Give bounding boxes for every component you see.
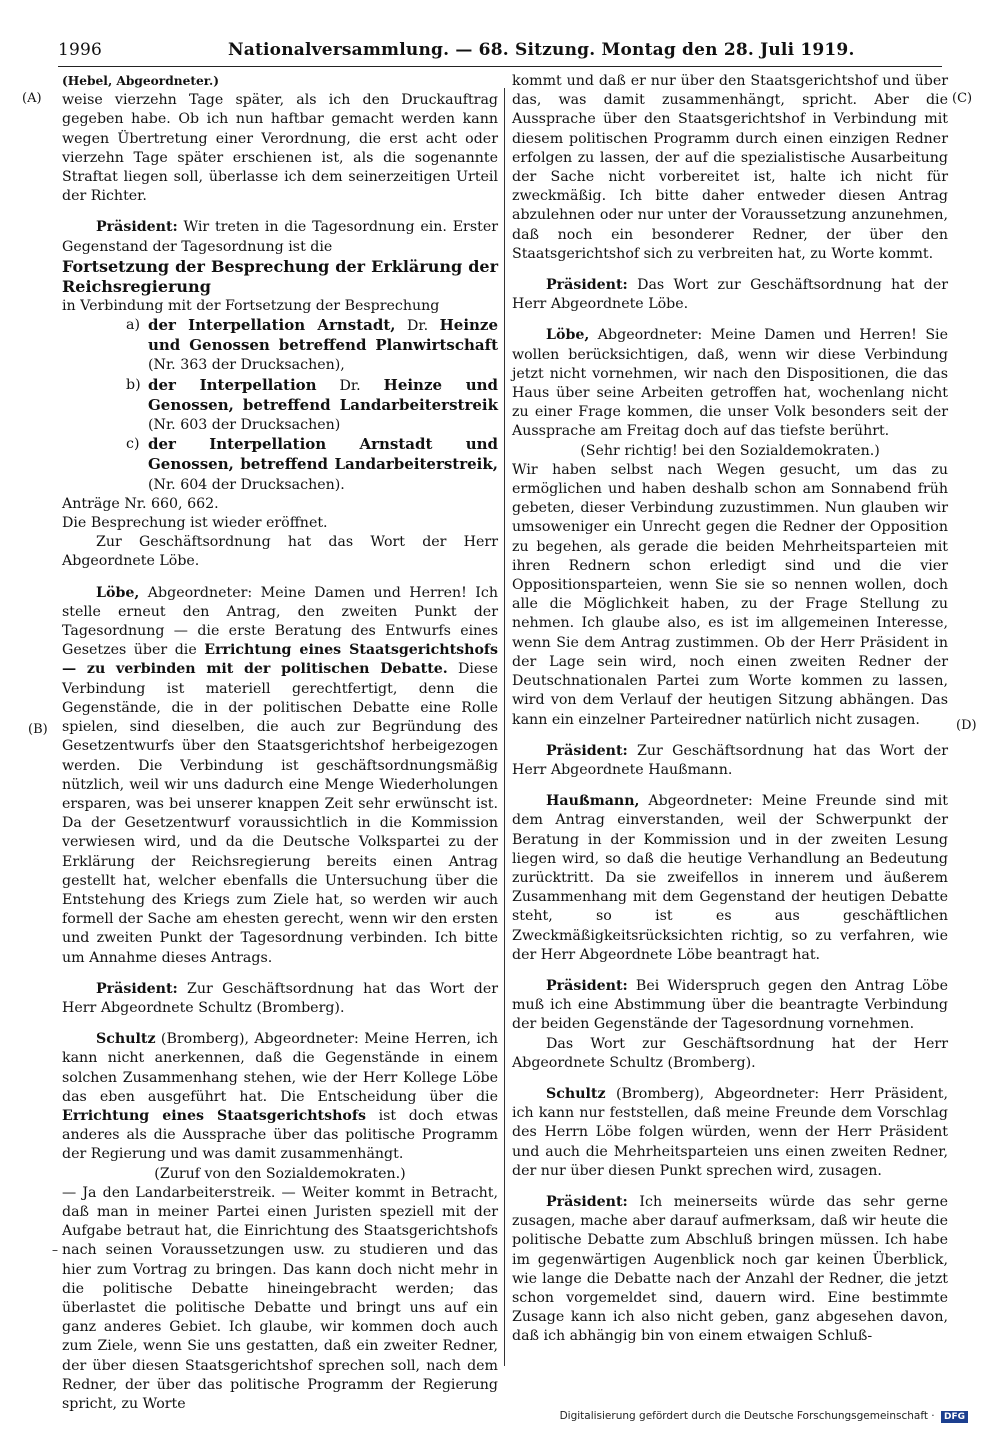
paragraph: weise vierzehn Tage später, als ich den Druckauftrag gegeben habe. Ob ich nun haftbar gemacht werden kann wegen Übertretung einer Verordnung, die erst acht oder vierzehn Tage später erschienen ist, als die sogenannte Straftat liegen soll, überlasse ich dem seinerzeitigen Urteil der Richter. [62, 92, 498, 205]
agenda-item-b: b) der Interpellation Dr. Heinze und Genossen, betreffend Landarbeiterstreik (Nr. 603 der Drucksachen) [126, 375, 498, 434]
margin-marker-c: (C) [952, 91, 973, 106]
margin-marker-d: (D) [956, 718, 977, 733]
right-column [512, 72, 948, 1368]
speaker-name: Präsident: [546, 742, 628, 759]
footer-text: Digitalisierung gefördert durch die Deutsche Forschungsgemeinschaft [559, 1410, 928, 1422]
interjection: (Zuruf von den Sozialdemokraten.) [154, 1165, 406, 1182]
paragraph: Zur Geschäftsordnung hat das Wort der Herr Abgeordnete Löbe. [62, 534, 498, 570]
paragraph: Das Wort zur Geschäftsordnung hat der Herr Abgeordnete Schultz (Bromberg). [512, 1035, 948, 1071]
paragraph: Schultz (Bromberg), Abgeordneter: Herr Präsident, ich kann nur feststellen, daß meine Freunde dem Vorschlag des Herrn Löbe folgen würden, wenn der Herr Präsident und auch die Mehrheitsparteien uns einen zweiten Redner, der nur über diesen Punkt sprechen wird, zusagen. [512, 1085, 948, 1179]
speaker-name: Präsident: [546, 977, 628, 994]
paragraph: Die Besprechung ist wieder eröffnet. [62, 515, 328, 532]
paragraph: Präsident: Zur Geschäftsordnung hat das Wort der Herr Abgeordnete Schultz (Bromberg). [62, 980, 498, 1016]
paragraph: — Ja den Landarbeiterstreik. — Weiter kommt in Betracht, daß man in meiner Partei einen Juristen speziell mit der Aufgabe betraut hat, die Einrichtung des Staatsgerichtshofs nach seinen Voraussetzungen usw. zu studieren und das hier zum Vortrag zu bringen. Das kann doch nicht mehr in die politische Debatte hineingebracht werden; das überlastet die politische Debatte und bringt uns auf ein ganz anderes Gebiet. Ich glaube, wir kommen doch auch zum Ziele, wenn Sie uns gestatten, daß ein zweiter Redner, der über diesen Staatsgerichtshof sprechen soll, nach dem Redner, der über das politische Programm der Regierung spricht, zu Worte [62, 1184, 498, 1412]
margin-marker-b: (B) [28, 722, 48, 737]
agenda-subtitle: in Verbindung mit der Fortsetzung der Besprechung [62, 297, 440, 314]
column-divider [504, 88, 505, 1366]
paragraph: Präsident: Bei Widerspruch gegen den Antrag Löbe muß ich eine Abstimmung über die beantragte Verbindung der beiden Gegenstände der Tagesordnung vornehmen. [512, 977, 948, 1033]
paragraph: Löbe, Abgeordneter: Meine Damen und Herren! Ich stelle erneut den Antrag, den zweiten Punkt der Tagesordnung — die erste Beratung des Entwurfs eines Gesetzes über die Errichtung eines Staatsgerichtshofs — zu verbinden mit der politischen Debatte. Diese Verbindung ist materiell gerechtfertigt, denn die Gegenstände, die in der politischen Debatte eine Rolle spielen, sind dieselben, die auch zur Begründung des Gesetzentwurfs über den Staatsgerichtshof herbeigezogen werden. Die Verbindung ist geschäftsordnungsmäßig nützlich, weil wir uns dadurch eine Menge Wiederholungen ersparen, was bei unserer knappen Zeit sehr erwünscht ist. Da der Gesetzentwurf voraussichtlich in die Kommission verwiesen wird, und da die Deutsche Volkspartei zu der Erklärung der Reichsregierung bereits einen Antrag gestellt hat, welcher ebenfalls die Untersuchung über die Entstehung des Kriegs zum Ziele hat, so werden wir auch formell der Sache am ehesten gerecht, wenn wir den ersten und zweiten Punkt der Tagesordnung verbinden. Ich bitte um Annahme dieses Antrags. [62, 584, 499, 966]
speaker-name: Präsident: [96, 219, 178, 236]
interjection: (Sehr richtig! bei den Sozialdemokraten.) [580, 442, 880, 459]
paragraph: Schultz (Bromberg), Abgeordneter: Meine Herren, ich kann nicht anerkennen, daß die Gegenstände in einem solchen Zusammenhang stehen, wie der Herr Kollege Löbe das eben ausgeführt hat. Die Entscheidung über die Errichtung eines Staatsgerichtshofs ist doch etwas anderes als die Aussprache über das politische Programm der Regierung und was damit zusammenhängt. [62, 1031, 498, 1163]
running-title: Nationalversammlung. — 68. Sitzung. Montag den 28. Juli 1919. [228, 40, 855, 60]
speaker-name: Löbe, [96, 584, 140, 601]
agenda-item-a: a) der Interpellation Arnstadt, Dr. Heinze und Genossen betreffend Planwirtschaft (Nr. 363 der Drucksachen), [126, 316, 498, 374]
paragraph: Präsident: Wir treten in die Tagesordnung ein. Erster Gegenstand der Tagesordnung ist die [62, 219, 498, 255]
margin-dash: – [52, 1243, 58, 1257]
speaker-name: Präsident: [96, 980, 178, 997]
margin-marker-a: (A) [22, 91, 42, 106]
paragraph: Löbe, Abgeordneter: Meine Damen und Herren! Sie wollen berücksichtigen, daß, wenn wir diese Verbindung jetzt nicht vornehmen, wir nach den Dispositionen, die das Haus über seine Arbeiten getroffen hat, wochenlang nicht zu einer Frage kommen, die unser Volk besonders seit der Aussprache am Freitag doch auf das tiefste berührt. [512, 327, 948, 440]
paragraph: kommt und daß er nur über den Staatsgerichtshof und über das, was damit zusammenhängt, spricht. Aber die Aussprache über den Staatsgerichtshof in Verbindung mit diesem politischen Programm durch einen einzigen Redner erfolgen zu lassen, der auf die spezialistische Ausarbeitung der Sache nicht vorbereitet ist, halte ich nicht für zweckmäßig. Ich bitte daher entweder diesen Antrag abzulehnen oder nur unter der Voraussetzung anzunehmen, daß noch ein besonderer Redner, der über den Staatsgerichtshof sich zu verbreiten hat, zu Worte kommt. [512, 73, 948, 262]
speaker-name: Schultz [546, 1085, 606, 1102]
paragraph: Wir haben selbst nach Wegen gesucht, um das zu ermöglichen und haben deshalb schon am Sonnabend früh gebeten, dieser Verbindung zuzustimmen. Nun glauben wir umsoweniger ein Unrecht gegen die Redner der Opposition zu begehen, als gerade die beiden Mehrheitsparteien mit ihren Rednern schon erledigt sind und die vier Oppositionsparteien, wenn Sie sie so nennen wollen, doch alle die Möglichkeit haben, zu der Frage Stellung zu nehmen. Ich glaube also, es ist im allgemeinen Interesse, wenn Sie dem Antrag zustimmen. Ob der Herr Präsident in der Lage sein wird, noch einen zweiten Redner der Deutschnationalen Partei zum Worte kommen zu lassen, wird von dem Verlauf der heutigen Sitzung abhängen. Das kann ein einzelner Parteiredner natürlich nicht zusagen. [512, 461, 948, 728]
running-speaker: (Hebel, Abgeordneter.) [62, 74, 220, 88]
agenda-title: Fortsetzung der Besprechung der Erklärung der Reichsregierung [62, 256, 498, 296]
left-column [62, 72, 499, 1412]
page-number: 1996 [58, 40, 103, 60]
paragraph: Haußmann, Abgeordneter: Meine Freunde sind mit dem Antrag einverstanden, weil der Schwerpunkt der Beratung in der Kommission und in der zweiten Lesung liegen wird, so daß die heutige Verhandlung an Bedeutung zurücktritt. Da sie zweifellos in innerem und äußerem Zusammenhang mit dem Gegenstand der heutigen Debatte steht, so ist es aus geschäftlichen Zweckmäßigkeitsrücksichten richtig, so zu verfahren, wie der Herr Abgeordnete Löbe beantragt hat. [512, 793, 948, 963]
page-header [58, 40, 938, 64]
paragraph: Präsident: Ich meinerseits würde das sehr gerne zusagen, mache aber darauf aufmerksam, daß wir heute die politische Debatte zum Abschluß bringen müssen. Ich habe im gegenwärtigen Augenblick noch gar keinen Überblick, wie lange die Debatte nach der Anzahl der Redner, die jetzt schon vorgemeldet sind, dauern wird. Eine bestimmte Zusage kann ich also nicht geben, ganz abgesehen davon, daß ich abhängig bin von einem etwaigen Schluß- [512, 1193, 948, 1345]
speaker-name: Haußmann, [546, 793, 640, 810]
speaker-name: Präsident: [546, 277, 628, 294]
agenda-item-c: c) der Interpellation Arnstadt und Genossen, betreffend Landarbeiterstreik, (Nr. 604 der Drucksachen). [126, 435, 498, 493]
header-rule [58, 66, 942, 67]
speaker-name: Löbe, [546, 327, 590, 344]
dfg-logo: DFG [941, 1411, 968, 1423]
speaker-name: Schultz [96, 1031, 156, 1048]
motions: Anträge Nr. 660, 662. [62, 495, 219, 512]
speaker-name: Präsident: [546, 1193, 628, 1210]
footer-credit: Digitalisierung gefördert durch die Deutsche Forschungsgemeinschaft · DFG [560, 1410, 968, 1423]
paragraph: Präsident: Zur Geschäftsordnung hat das Wort der Herr Abgeordnete Haußmann. [512, 742, 948, 778]
paragraph: Präsident: Das Wort zur Geschäftsordnung hat der Herr Abgeordnete Löbe. [512, 277, 948, 313]
